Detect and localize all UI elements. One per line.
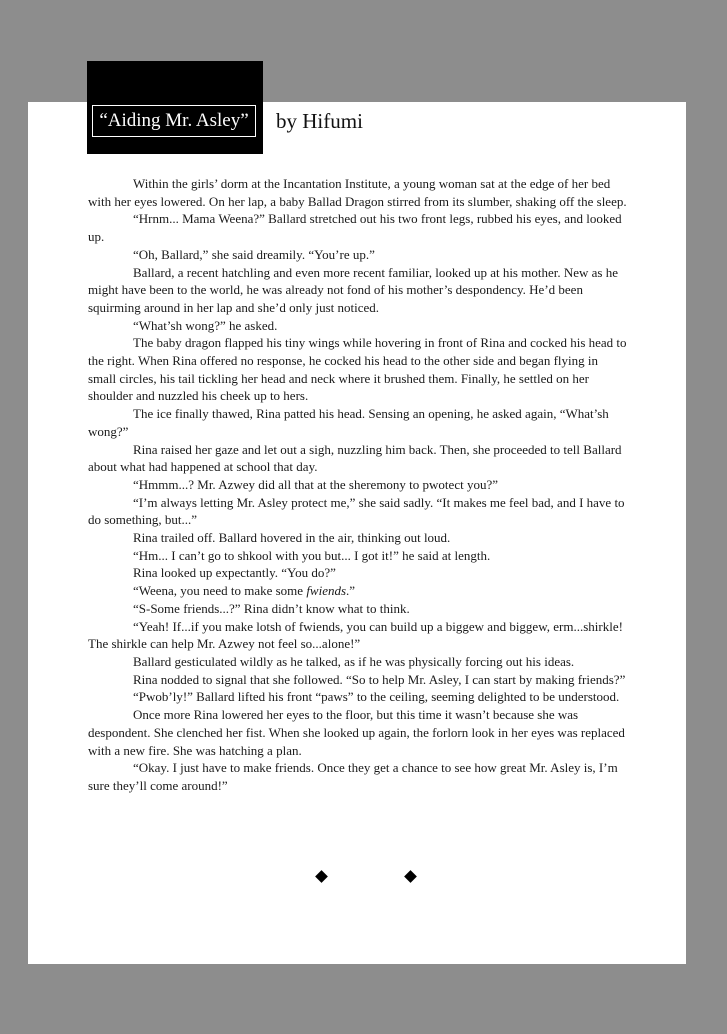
diamond-icon [404,870,417,883]
scene-break [315,872,419,886]
paragraph: Ballard gesticulated wildly as he talked, as if he was physically forcing out his ideas. [133,653,575,669]
story-body [88,175,628,795]
paragraph: Ballard, a recent hatchling and even more recent familiar, looked up at his mother. New as he might have been to the world, he was already not fond of his mother’s despondency. He’d been squirming around in her lap and she’d only just noticed. [88,264,618,315]
paragraph: “Okay. I just have to make friends. Once they get a chance to see how great Mr. Asley is, I’m sure they’ll come around!” [88,760,618,793]
paragraph: The ice finally thawed, Rina patted his head. Sensing an opening, he asked again, “What’sh wong?” [88,406,609,439]
paragraph: “Oh, Ballard,” she said dreamily. “You’re up.” [133,246,375,262]
story-title: “Aiding Mr. Asley” [99,110,249,131]
paragraph: “Hm... I can’t go to shkool with you but... I got it!” he said at length. [133,547,491,563]
paragraph: Rina nodded to signal that she followed. “So to help Mr. Asley, I can start by making friends?” [133,671,626,687]
paragraph: “I’m always letting Mr. Asley protect me,” she said sadly. “It makes me feel bad, and I have to do something, but...” [88,494,625,528]
paragraph: The baby dragon flapped his tiny wings while hovering in front of Rina and cocked his head to the right. When Rina offered no response, he cocked his head to the other side and began flying in small circles, his tail tickling her head and neck where it brushed them. Finally, he settled on her shoulder and nuzzled his cheek up to hers. [88,335,627,404]
paragraph: “Yeah! If...if you make lotsh of fwiends, you can build up a biggew and biggew, erm...shirkle! The shirkle can help Mr. Azwey not feel so...alone!” [88,618,623,652]
paragraph: “Hmmm...? Mr. Azwey did all that at the sheremony to pwotect you?” [133,476,498,492]
paragraph: Within the girls’ dorm at the Incantation Institute, a young woman sat at the edge of her bed with her eyes lowered. On her lap, a baby Ballad Dragon stirred from its slumber, shaking off the sleep. [88,176,627,209]
paragraph: Rina raised her gaze and let out a sigh, nuzzling him back. Then, she proceeded to tell Ballard about what had happened at school that day. [88,441,622,475]
paragraph: Rina trailed off. Ballard hovered in the air, thinking out loud. [133,530,451,546]
paragraph: Once more Rina lowered her eyes to the floor, but this time it wasn’t because she was despondent. She clenched her fist. When she looked up again, the forlorn look in her eyes was replaced with a new fire. She was hatching a plan. [88,707,625,758]
paragraph: “Pwob’ly!” Ballard lifted his front “paws” to the ceiling, seeming delighted to be understood. [133,689,620,705]
emphasis: fwiends [306,583,347,599]
paragraph: “Weena, you need to make some fwiends.” [133,583,356,599]
diamond-icon [315,870,328,883]
paragraph: Rina looked up expectantly. “You do?” [133,565,336,581]
title-block [87,61,263,154]
title-frame [92,105,256,137]
paragraph: “Hrnm... Mama Weena?” Ballard stretched out his two front legs, rubbed his eyes, and looked up. [88,211,622,245]
author-byline: by Hifumi [276,109,363,133]
paragraph: “S-Some friends...?” Rina didn’t know what to think. [133,600,410,616]
paragraph: “What’sh wong?” he asked. [133,317,278,333]
